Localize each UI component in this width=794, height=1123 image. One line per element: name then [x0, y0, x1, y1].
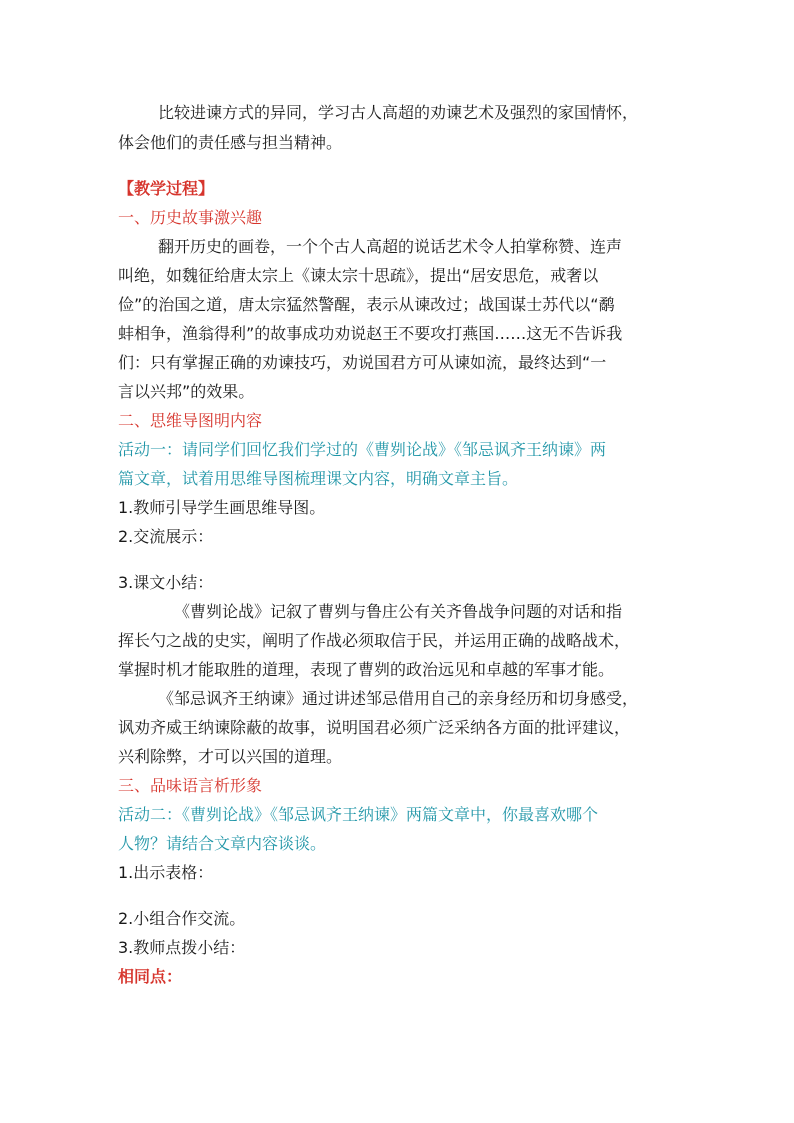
- activity1-line-2: 篇文章，试着用思维导图梳理课文内容，明确文章主旨。: [118, 469, 519, 488]
- section1-line-2: 叫绝，如魏征给唐太宗上《谏太宗十思疏》，提出“居安思危，戒奢以: [118, 266, 599, 285]
- activity2-line-1: 活动二：《曹刿论战》《邹忌讽齐王纳谏》两篇文章中，你最喜欢哪个: [118, 805, 599, 824]
- section3-step-2: 2.小组合作交流。: [118, 909, 246, 928]
- activity2-line-2: 人物？请结合文章内容谈谈。: [118, 834, 327, 853]
- section2-step-1: 1.教师引导学生画思维导图。: [118, 498, 326, 517]
- similarity-label: 相同点：: [118, 967, 183, 986]
- section3-heading: 三、品味语言析形象: [118, 776, 263, 795]
- objective-line-2: 体会他们的责任感与担当精神。: [118, 133, 343, 152]
- section1-heading: 一、历史故事激兴趣: [118, 208, 263, 227]
- activity1-line-1: 活动一：请同学们回忆我们学过的《曹刿论战》《邹忌讽齐王纳谏》两: [118, 440, 607, 459]
- process-title: 【教学过程】: [118, 179, 215, 198]
- section2-step-3: 3.课文小结：: [118, 573, 214, 592]
- section1-line-6: 言以兴邦”的效果。: [118, 382, 255, 401]
- section2-heading: 二、思维导图明内容: [118, 411, 263, 430]
- summary1-line-1: 《曹刿论战》记叙了曹刿与鲁庄公有关齐鲁战争问题的对话和指: [174, 602, 623, 621]
- objective-line-1: 比较进谏方式的异同，学习古人高超的劝谏艺术及强烈的家国情怀，: [158, 103, 639, 122]
- summary2-line-1: 《邹忌讽齐王纳谏》通过讲述邹忌借用自己的亲身经历和切身感受，: [158, 689, 639, 708]
- summary2-line-3: 兴利除弊，才可以兴国的道理。: [118, 747, 343, 766]
- section3-step-1: 1.出示表格：: [118, 863, 214, 882]
- section1-line-3: 俭”的治国之道，唐太宗猛然警醒，表示从谏改过；战国谋士苏代以“鹬: [118, 295, 615, 314]
- section2-step-2: 2.交流展示：: [118, 527, 214, 546]
- section1-line-5: 们：只有掌握正确的劝谏技巧，劝说国君方可从谏如流，最终达到“一: [118, 353, 607, 372]
- section1-line-1: 翻开历史的画卷，一个个古人高超的说话艺术令人拍掌称赞、连声: [158, 237, 623, 256]
- summary2-line-2: 讽劝齐威王纳谏除蔽的故事，说明国君必须广泛采纳各方面的批评建议，: [118, 718, 631, 737]
- section1-line-4: 蚌相争，渔翁得利”的故事成功劝说赵王不要攻打燕国……这无不告诉我: [118, 324, 623, 343]
- summary1-line-2: 挥长勺之战的史实，阐明了作战必须取信于民，并运用正确的战略战术，: [118, 631, 631, 650]
- summary1-line-3: 掌握时机才能取胜的道理，表现了曹刿的政治远见和卓越的军事才能。: [118, 660, 615, 679]
- section3-step-3: 3.教师点拨小结：: [118, 938, 246, 957]
